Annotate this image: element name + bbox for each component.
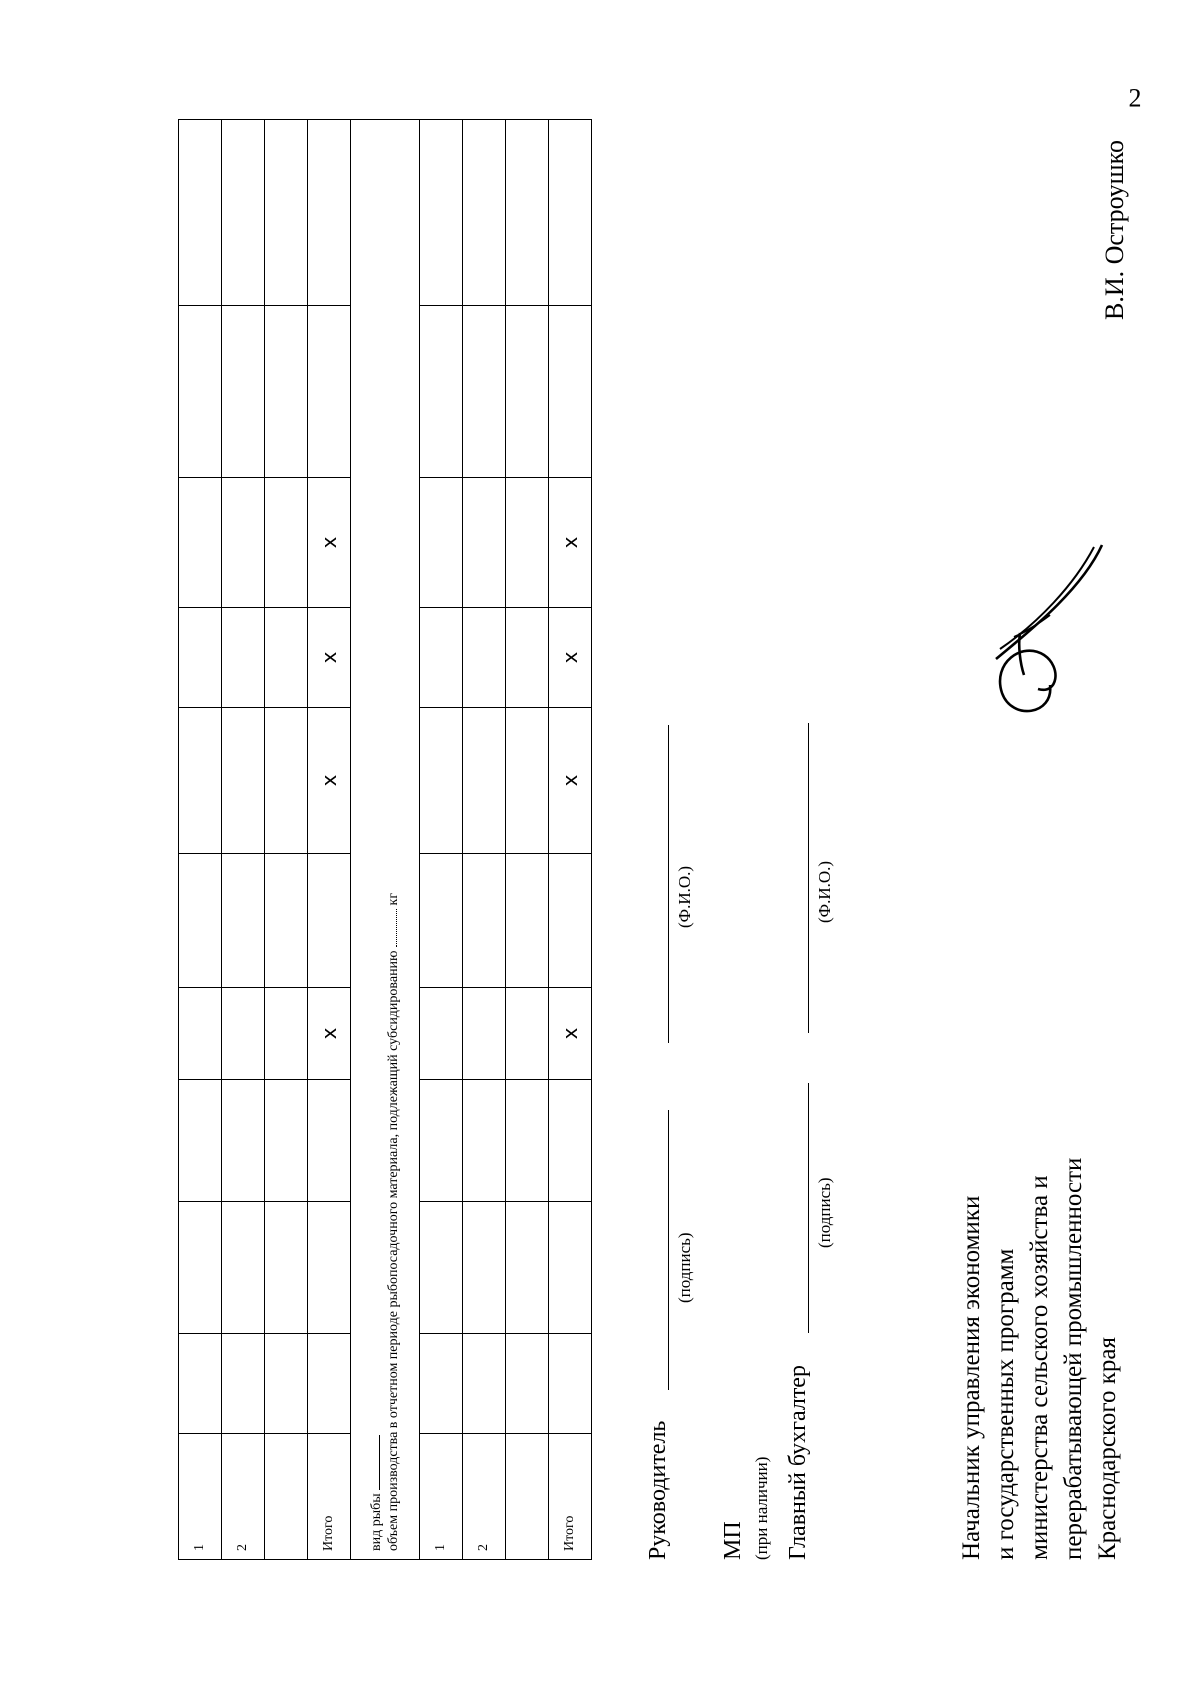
head-signature-line <box>668 1110 669 1390</box>
fish-type-section <box>351 120 420 1560</box>
accountant-name-hint: (Ф.И.О.) <box>815 860 834 923</box>
accountant-signature-line <box>808 1083 809 1333</box>
table-row <box>420 120 463 1560</box>
accountant-label: Главный бухгалтер <box>785 1365 811 1560</box>
fish-type-blank <box>369 1435 380 1490</box>
page-number: 2 <box>1128 83 1142 113</box>
stamp-label: МП <box>720 1521 746 1560</box>
x-mark: х <box>549 478 592 608</box>
row-number: 2 <box>463 1434 506 1560</box>
table-row <box>463 120 506 1560</box>
table-row <box>506 120 549 1560</box>
position-line: перерабатывающей промышленности <box>1060 1157 1087 1560</box>
subsidy-table <box>178 119 592 1560</box>
table-row <box>222 120 265 1560</box>
row-number <box>506 1434 549 1560</box>
position-line: министерства сельского хозяйства и <box>1026 1175 1053 1560</box>
position-line: Начальник управления экономики <box>958 1195 985 1560</box>
handwritten-signature <box>962 533 1112 733</box>
position-line: Краснодарского края <box>1094 1337 1121 1560</box>
accountant-signature-hint: (подпись) <box>815 1177 834 1248</box>
x-mark: х <box>308 708 351 854</box>
total-label: Итого <box>549 1434 592 1560</box>
head-name-line <box>668 725 669 1043</box>
official-name: В.И. Остроушко <box>1100 140 1129 320</box>
head-signature-hint: (подпись) <box>675 1232 694 1303</box>
head-name-hint: (Ф.И.О.) <box>675 865 694 928</box>
fish-type-label: вид рыбы <box>369 1493 384 1551</box>
total-label: Итого <box>308 1434 351 1560</box>
row-number <box>265 1434 308 1560</box>
x-mark: х <box>549 708 592 854</box>
x-mark: х <box>308 988 351 1080</box>
row-number: 2 <box>222 1434 265 1560</box>
head-label: Руководитель <box>645 1420 671 1560</box>
accountant-name-line <box>808 723 809 1033</box>
x-mark: х <box>308 608 351 708</box>
row-number: 1 <box>179 1434 222 1560</box>
position-line: и государственных программ <box>992 1248 1019 1560</box>
unit-label: кг <box>386 892 401 906</box>
volume-blank <box>386 909 397 947</box>
official-position <box>955 1158 1125 1560</box>
total-row <box>308 120 351 1560</box>
stamp-hint: (при наличии) <box>752 1456 771 1560</box>
table-row <box>179 120 222 1560</box>
x-mark: х <box>549 608 592 708</box>
total-row <box>549 120 592 1560</box>
table-row <box>265 120 308 1560</box>
x-mark: х <box>308 478 351 608</box>
volume-label: объем производства в отчетном периоде рыбопосадочного материала, подлежащий субсидированию <box>386 950 401 1551</box>
row-number: 1 <box>420 1434 463 1560</box>
x-mark: х <box>549 988 592 1080</box>
